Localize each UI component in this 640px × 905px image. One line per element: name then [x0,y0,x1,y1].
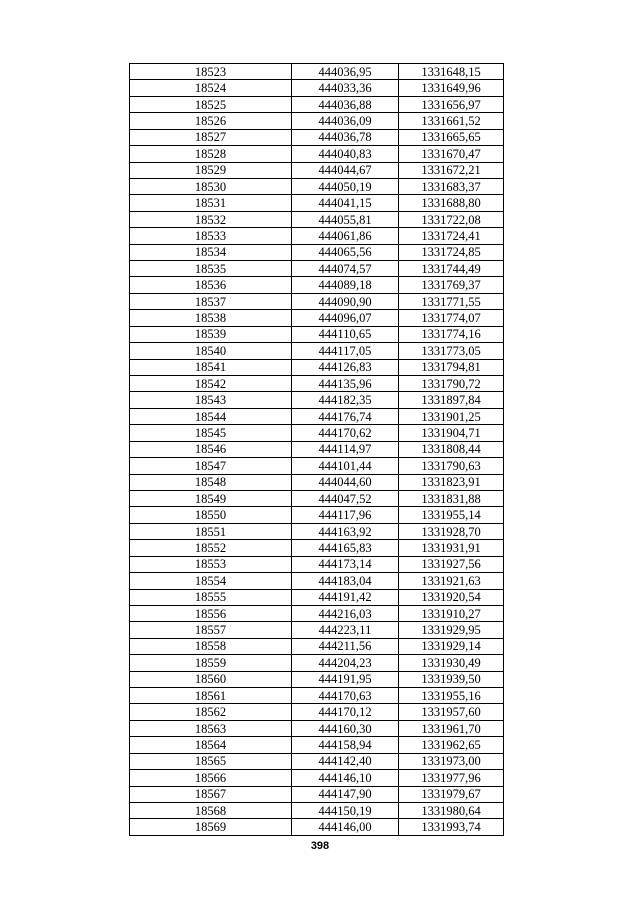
point-number-cell: 18527 [130,129,292,145]
y-coordinate-cell: 1331993,74 [399,819,504,835]
x-coordinate-cell: 444041,15 [292,195,399,211]
point-number-cell: 18549 [130,490,292,506]
x-coordinate-cell: 444036,95 [292,64,399,80]
table-row [130,556,504,572]
table-row [130,64,504,80]
point-number-cell: 18558 [130,638,292,654]
table-row [130,408,504,424]
coordinates-table-body [130,64,504,836]
x-coordinate-cell: 444065,56 [292,244,399,260]
y-coordinate-cell: 1331790,72 [399,376,504,392]
x-coordinate-cell: 444047,52 [292,490,399,506]
y-coordinate-cell: 1331769,37 [399,277,504,293]
table-row [130,113,504,129]
y-coordinate-cell: 1331683,37 [399,178,504,194]
x-coordinate-cell: 444040,83 [292,146,399,162]
y-coordinate-cell: 1331744,49 [399,261,504,277]
y-coordinate-cell: 1331823,91 [399,474,504,490]
point-number-cell: 18545 [130,425,292,441]
x-coordinate-cell: 444089,18 [292,277,399,293]
y-coordinate-cell: 1331955,14 [399,507,504,523]
y-coordinate-cell: 1331977,96 [399,770,504,786]
x-coordinate-cell: 444036,88 [292,96,399,112]
point-number-cell: 18528 [130,146,292,162]
x-coordinate-cell: 444176,74 [292,408,399,424]
point-number-cell: 18565 [130,753,292,769]
point-number-cell: 18524 [130,80,292,96]
table-row [130,178,504,194]
point-number-cell: 18553 [130,556,292,572]
y-coordinate-cell: 1331808,44 [399,441,504,457]
table-row [130,376,504,392]
y-coordinate-cell: 1331928,70 [399,523,504,539]
table-row [130,211,504,227]
x-coordinate-cell: 444033,36 [292,80,399,96]
x-coordinate-cell: 444146,10 [292,770,399,786]
y-coordinate-cell: 1331955,16 [399,688,504,704]
y-coordinate-cell: 1331980,64 [399,802,504,818]
table-row [130,162,504,178]
table-row [130,819,504,835]
y-coordinate-cell: 1331921,63 [399,573,504,589]
point-number-cell: 18559 [130,655,292,671]
x-coordinate-cell: 444223,11 [292,622,399,638]
y-coordinate-cell: 1331688,80 [399,195,504,211]
point-number-cell: 18562 [130,704,292,720]
y-coordinate-cell: 1331901,25 [399,408,504,424]
y-coordinate-cell: 1331670,47 [399,146,504,162]
x-coordinate-cell: 444096,07 [292,310,399,326]
table-row [130,540,504,556]
x-coordinate-cell: 444101,44 [292,458,399,474]
y-coordinate-cell: 1331724,41 [399,228,504,244]
x-coordinate-cell: 444173,14 [292,556,399,572]
point-number-cell: 18533 [130,228,292,244]
coordinates-table [129,63,504,836]
table-row [130,770,504,786]
x-coordinate-cell: 444182,35 [292,392,399,408]
x-coordinate-cell: 444117,05 [292,343,399,359]
point-number-cell: 18539 [130,326,292,342]
table-row [130,671,504,687]
x-coordinate-cell: 444135,96 [292,376,399,392]
x-coordinate-cell: 444036,78 [292,129,399,145]
table-row [130,441,504,457]
x-coordinate-cell: 444216,03 [292,605,399,621]
x-coordinate-cell: 444055,81 [292,211,399,227]
point-number-cell: 18555 [130,589,292,605]
table-row [130,80,504,96]
x-coordinate-cell: 444126,83 [292,359,399,375]
x-coordinate-cell: 444110,65 [292,326,399,342]
table-row [130,326,504,342]
point-number-cell: 18542 [130,376,292,392]
y-coordinate-cell: 1331957,60 [399,704,504,720]
point-number-cell: 18568 [130,802,292,818]
point-number-cell: 18534 [130,244,292,260]
point-number-cell: 18535 [130,261,292,277]
table-row [130,507,504,523]
point-number-cell: 18550 [130,507,292,523]
x-coordinate-cell: 444158,94 [292,737,399,753]
x-coordinate-cell: 444147,90 [292,786,399,802]
x-coordinate-cell: 444036,09 [292,113,399,129]
x-coordinate-cell: 444117,96 [292,507,399,523]
y-coordinate-cell: 1331930,49 [399,655,504,671]
table-row [130,458,504,474]
y-coordinate-cell: 1331672,21 [399,162,504,178]
point-number-cell: 18547 [130,458,292,474]
table-row [130,605,504,621]
y-coordinate-cell: 1331774,07 [399,310,504,326]
table-row [130,277,504,293]
point-number-cell: 18529 [130,162,292,178]
y-coordinate-cell: 1331661,52 [399,113,504,129]
y-coordinate-cell: 1331649,96 [399,80,504,96]
table-row [130,786,504,802]
y-coordinate-cell: 1331648,15 [399,64,504,80]
table-row [130,425,504,441]
table-row [130,293,504,309]
x-coordinate-cell: 444050,19 [292,178,399,194]
y-coordinate-cell: 1331773,05 [399,343,504,359]
point-number-cell: 18569 [130,819,292,835]
x-coordinate-cell: 444163,92 [292,523,399,539]
point-number-cell: 18560 [130,671,292,687]
table-row [130,802,504,818]
x-coordinate-cell: 444090,90 [292,293,399,309]
y-coordinate-cell: 1331979,67 [399,786,504,802]
x-coordinate-cell: 444191,95 [292,671,399,687]
y-coordinate-cell: 1331929,95 [399,622,504,638]
table-row [130,474,504,490]
point-number-cell: 18567 [130,786,292,802]
point-number-cell: 18540 [130,343,292,359]
x-coordinate-cell: 444165,83 [292,540,399,556]
y-coordinate-cell: 1331920,54 [399,589,504,605]
table-row [130,129,504,145]
table-row [130,96,504,112]
point-number-cell: 18532 [130,211,292,227]
table-row [130,737,504,753]
y-coordinate-cell: 1331961,70 [399,720,504,736]
point-number-cell: 18523 [130,64,292,80]
table-row [130,655,504,671]
y-coordinate-cell: 1331656,97 [399,96,504,112]
y-coordinate-cell: 1331962,65 [399,737,504,753]
point-number-cell: 18525 [130,96,292,112]
point-number-cell: 18557 [130,622,292,638]
x-coordinate-cell: 444170,63 [292,688,399,704]
table-row [130,688,504,704]
table-row [130,622,504,638]
point-number-cell: 18556 [130,605,292,621]
x-coordinate-cell: 444044,60 [292,474,399,490]
y-coordinate-cell: 1331771,55 [399,293,504,309]
y-coordinate-cell: 1331910,27 [399,605,504,621]
x-coordinate-cell: 444183,04 [292,573,399,589]
x-coordinate-cell: 444211,56 [292,638,399,654]
y-coordinate-cell: 1331790,63 [399,458,504,474]
table-row [130,359,504,375]
point-number-cell: 18536 [130,277,292,293]
y-coordinate-cell: 1331724,85 [399,244,504,260]
table-row [130,704,504,720]
y-coordinate-cell: 1331665,65 [399,129,504,145]
y-coordinate-cell: 1331794,81 [399,359,504,375]
table-row [130,343,504,359]
page-number: 398 [310,840,330,852]
point-number-cell: 18551 [130,523,292,539]
point-number-cell: 18554 [130,573,292,589]
point-number-cell: 18566 [130,770,292,786]
point-number-cell: 18546 [130,441,292,457]
x-coordinate-cell: 444142,40 [292,753,399,769]
table-row [130,720,504,736]
point-number-cell: 18530 [130,178,292,194]
table-row [130,753,504,769]
point-number-cell: 18563 [130,720,292,736]
point-number-cell: 18541 [130,359,292,375]
point-number-cell: 18526 [130,113,292,129]
point-number-cell: 18548 [130,474,292,490]
x-coordinate-cell: 444061,86 [292,228,399,244]
point-number-cell: 18537 [130,293,292,309]
point-number-cell: 18543 [130,392,292,408]
table-row [130,228,504,244]
x-coordinate-cell: 444074,57 [292,261,399,277]
y-coordinate-cell: 1331973,00 [399,753,504,769]
table-row [130,392,504,408]
point-number-cell: 18531 [130,195,292,211]
x-coordinate-cell: 444150,19 [292,802,399,818]
table-row [130,261,504,277]
table-row [130,490,504,506]
y-coordinate-cell: 1331897,84 [399,392,504,408]
x-coordinate-cell: 444146,00 [292,819,399,835]
x-coordinate-cell: 444160,30 [292,720,399,736]
table-row [130,523,504,539]
x-coordinate-cell: 444044,67 [292,162,399,178]
table-row [130,244,504,260]
x-coordinate-cell: 444204,23 [292,655,399,671]
point-number-cell: 18538 [130,310,292,326]
table-row [130,310,504,326]
y-coordinate-cell: 1331939,50 [399,671,504,687]
y-coordinate-cell: 1331904,71 [399,425,504,441]
table-row [130,573,504,589]
x-coordinate-cell: 444191,42 [292,589,399,605]
table-row [130,638,504,654]
x-coordinate-cell: 444170,12 [292,704,399,720]
table-row [130,589,504,605]
y-coordinate-cell: 1331831,88 [399,490,504,506]
y-coordinate-cell: 1331927,56 [399,556,504,572]
table-row [130,146,504,162]
y-coordinate-cell: 1331774,16 [399,326,504,342]
point-number-cell: 18564 [130,737,292,753]
point-number-cell: 18552 [130,540,292,556]
point-number-cell: 18544 [130,408,292,424]
y-coordinate-cell: 1331722,08 [399,211,504,227]
table-row [130,195,504,211]
y-coordinate-cell: 1331929,14 [399,638,504,654]
point-number-cell: 18561 [130,688,292,704]
y-coordinate-cell: 1331931,91 [399,540,504,556]
x-coordinate-cell: 444114,97 [292,441,399,457]
x-coordinate-cell: 444170,62 [292,425,399,441]
